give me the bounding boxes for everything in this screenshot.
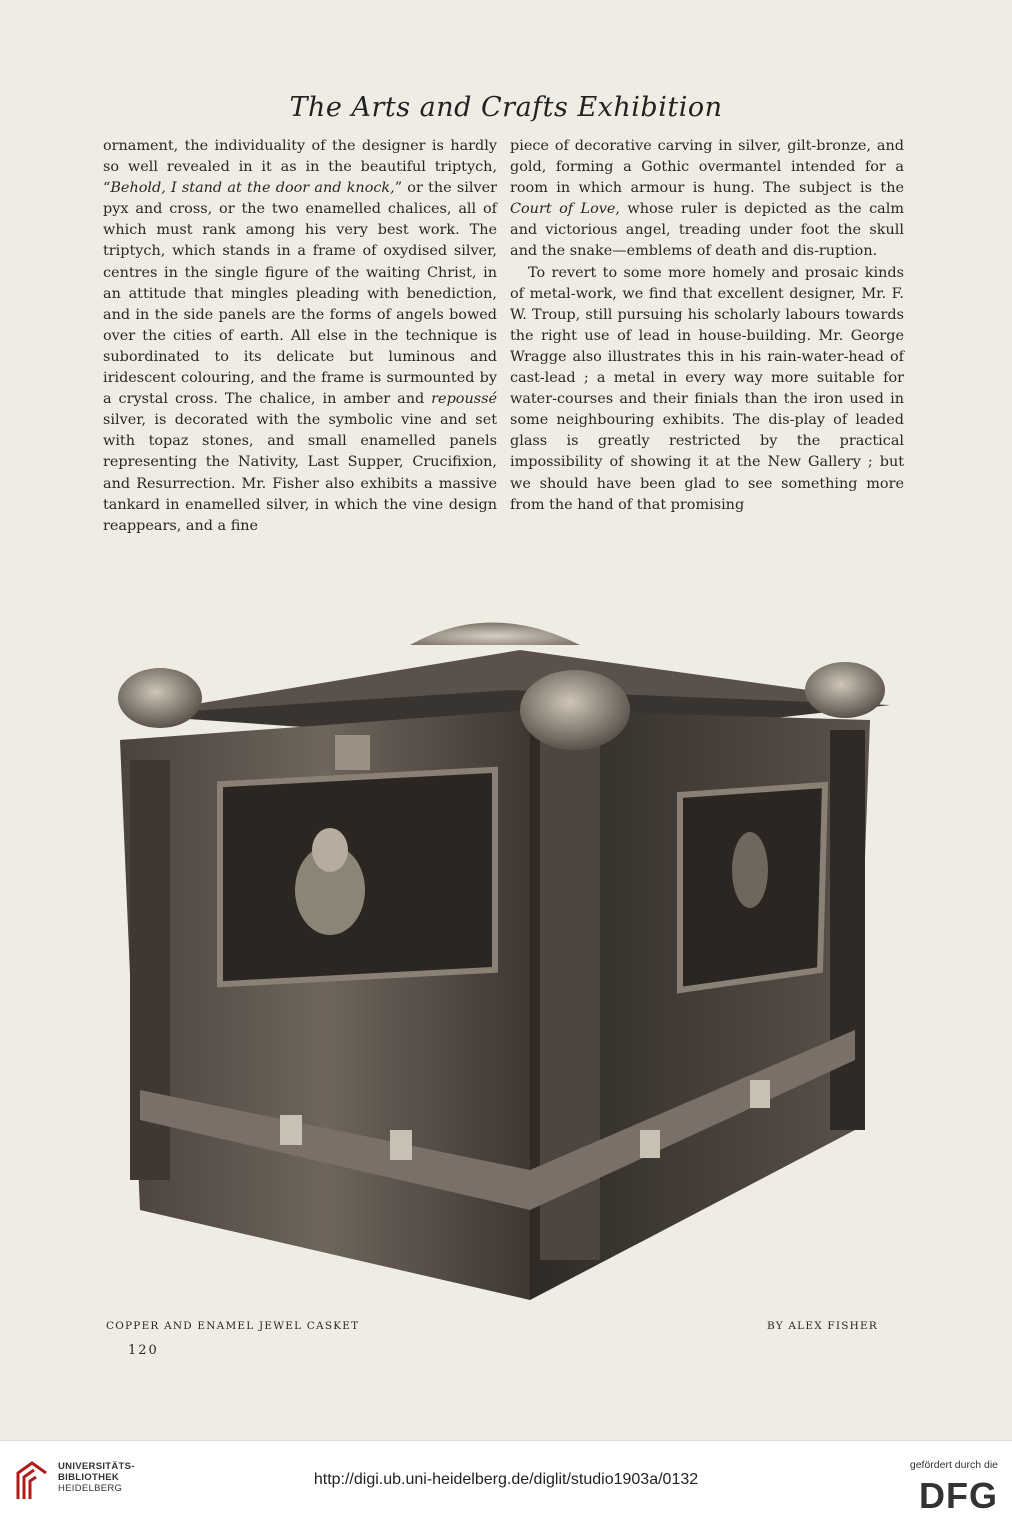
lock-plate [335, 735, 370, 770]
italic-term: repoussé [431, 391, 497, 408]
italic-title: Court of Love [510, 201, 616, 218]
italic-title: Behold, I stand at the door and knock, [110, 180, 395, 197]
corner-column-right [830, 730, 865, 1130]
page-number: 120 [128, 1343, 159, 1358]
corner-knob [520, 670, 630, 750]
running-title: The Arts and Crafts Exhibition [289, 92, 723, 123]
library-name-line: BIBLIOTHEK [58, 1472, 120, 1483]
library-name-line: UNIVERSITÄTS- [58, 1461, 135, 1472]
text-column-left [103, 136, 497, 537]
figure-caption: COPPER AND ENAMEL JEWEL CASKET [106, 1320, 360, 1332]
text-run: ornament, the individuality of the designer is hardly so well revealed in it as in the beautiful triptych, “ [103, 138, 497, 197]
permalink-url[interactable]: http://digi.ub.uni-heidelberg.de/diglit/studio1903a/0132 [313, 1471, 699, 1488]
text-run: , whose ruler is depicted as the calm and victorious angel, treading under foot the skull and the snake—emblems of death and dis-ruption. [510, 201, 904, 260]
library-name-line: HEIDELBERG [58, 1483, 123, 1494]
lid-dome [410, 623, 580, 646]
funding-note: gefördert durch die [909, 1459, 998, 1471]
dfg-logo: DFG [919, 1475, 998, 1516]
figure-credit: BY ALEX FISHER [767, 1320, 878, 1332]
text-run: piece of decorative carving in silver, gilt-bronze, and gold, forming a Gothic overmantel intended for a room in which armour is hung. The subject is the [510, 138, 904, 197]
corner-knob [118, 668, 202, 728]
text-column-right [510, 136, 904, 516]
paragraph [510, 136, 904, 263]
paragraph: To revert to some more homely and prosaic kinds of metal-work, we find that excellent designer, Mr. F. W. Troup, still pursuing his scholarly labours towards the right use of lead in house-building. Mr. George Wragge also illustrates this in his rain-water-head of cast-lead ; a metal in every way more suitable for water-courses and their finials than the iron used in some neighbouring exhibits. The dis-play of leaded glass is greatly restricted by the practical impossibility of showing it at the New Gallery ; but we should have been glad to see something more from the hand of that promising [510, 264, 904, 513]
text-run: ” or the silver pyx and cross, or the two enamelled chalices, all of which must rank among his very best work. The triptych, which stands in a frame of oxydised silver, centres in the single figure of the waiting Christ, in an attitude that mingles pleading with benediction, and in the side panels are the forms of angels bowed over the cities of earth. All else in the technique is subordinated to its delicate but luminous and iridescent colouring, and the frame is surmounted by a crystal cross. The chalice, in amber and [103, 180, 497, 408]
casket-illustration [110, 610, 900, 1310]
corner-knob [805, 662, 885, 718]
text-run: silver, is decorated with the symbolic vine and set with topaz stones, and small enamelled panels representing the Nativity, Last Supper, Crucifixion, and Resurrection. Mr. Fisher also exhibits a massive tankard in enamelled silver, in which the vine design reappears, and a fine [103, 412, 497, 534]
digitization-footer [0, 1440, 1012, 1526]
paragraph [103, 136, 497, 537]
